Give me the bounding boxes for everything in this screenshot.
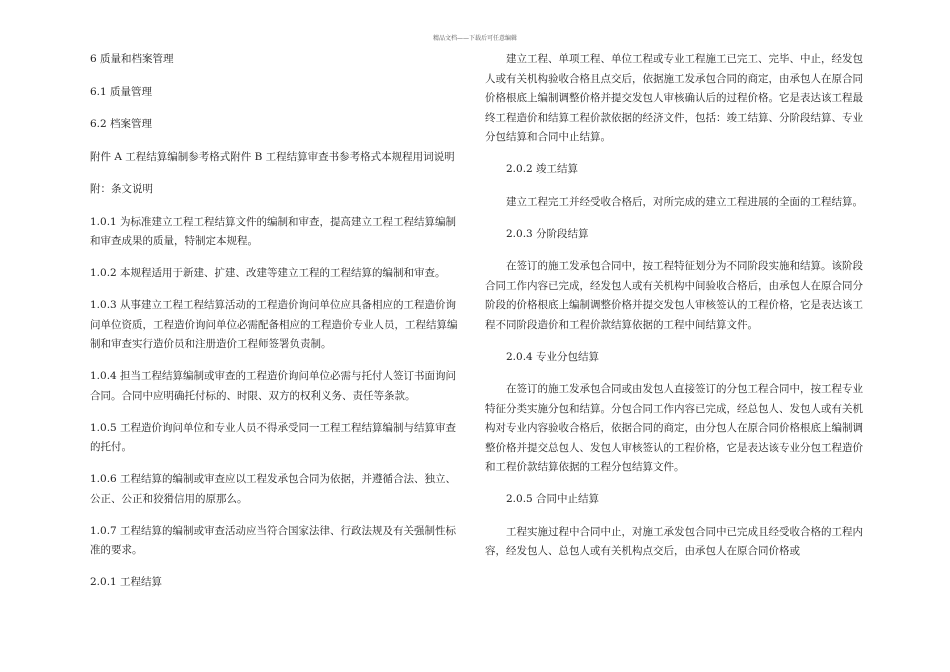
section-heading: 6.1 质量管理 xyxy=(90,85,153,98)
term-heading: 2.0.5 合同中止结算 xyxy=(506,493,600,505)
definition-paragraph: 在签订的施工发承包合同中，按工程特征划分为不同阶段实施和结算。该阶段合同工作内容已完成，经发包人或有关机构中间验收合格后，由承包人在原合同分阶段的价格根底上编制调整价格并提交发包人审核签认的工程价格，它是表达该工程不同阶段造价和工程价款结算依据的工程中间结算文件。 xyxy=(485,260,863,331)
clause-paragraph: 1.0.5 工程造价询问单位和专业人员不得承受同一工程工程结算编制与结算审查的托付。 xyxy=(90,421,457,453)
section-heading: 6.2 档案管理 xyxy=(90,118,153,130)
page-header: 精品文档——下载后可任意编辑 xyxy=(432,35,517,42)
clause-paragraph: 1.0.7 工程结算的编制或审查活动应当符合国家法律、行政法规及有关强制性标准的要求。 xyxy=(90,524,457,556)
definition-paragraph: 在签订的施工发承包合同或由发包人直接签订的分包工程合同中，按工程专业特征分类实施分包和结算。分包合同工作内容已完成，经总包人、发包人或有关机构对专业内容验收合格后，依据合同的商定，由分包人在原合同价格根底上编制调整价格并提交总包人、发包人审核签认的工程价格，它是表达该专业分包工程造价和工程价款结算依据的工程分包结算文件。 xyxy=(485,383,863,473)
definition-paragraph: 建立工程、单项工程、单位工程或专业工程施工已完工、完毕、中止，经发包人或有关机构验收合格且点交后，依据施工发承包合同的商定，由承包人在原合同价格根底上编制调整价格并提交发包人审核确认后的过程价格。它是表达该工程最终工程造价和结算工程价款依据的经济文件，包括：竣工结算、分阶段结算、专业分包结算和合同中止结算。 xyxy=(485,53,863,143)
definition-paragraph: 工程实施过程中合同中止，对施工承发包合同中已完成且经受收合格的工程内容，经发包人、总包人或有关机构点交后，由承包人在原合同价格或 xyxy=(485,525,863,557)
term-heading: 2.0.1 工程结算 xyxy=(90,576,163,588)
appendix-line: 附件 A 工程结算编制参考格式附件 B 工程结算审查书参考格式本规程用词说明 xyxy=(90,150,455,163)
term-heading: 2.0.3 分阶段结算 xyxy=(506,227,589,240)
left-column xyxy=(90,50,465,606)
definition-paragraph: 建立工程完工并经受收合格后，对所完成的建立工程进展的全面的工程结算。 xyxy=(506,195,863,208)
term-heading: 2.0.2 竣工结算 xyxy=(506,163,579,175)
appendix-note: 附：条文说明 xyxy=(90,183,153,195)
clause-paragraph: 1.0.2 本规程适用于新建、扩建、改建等建立工程的工程结算的编制和审查。 xyxy=(90,267,446,279)
term-heading: 2.0.4 专业分包结算 xyxy=(506,350,600,363)
clause-paragraph: 1.0.3 从事建立工程工程结算活动的工程造价询问单位应具备相应的工程造价询问单位资质，工程造价询问单位必需配备相应的工程造价专业人员，工程结算编制和审查实行造价员和注册造价工程师签署负责制。 xyxy=(90,299,458,350)
section-heading: 6 质量和档案管理 xyxy=(90,53,174,65)
clause-paragraph: 1.0.1 为标准建立工程工程结算文件的编制和审查，提高建立工程工程结算编制和审查成果的质量，特制定本规程。 xyxy=(90,215,457,247)
clause-paragraph: 1.0.4 担当工程结算编制或审查的工程造价询问单位必需与托付人签订书面询问合同。合同中应明确托付标的、时限、双方的权利义务、责任等条款。 xyxy=(90,370,457,402)
clause-paragraph: 1.0.6 工程结算的编制或审查应以工程发承包合同为依据，并遵循合法、独立、公正、公正和狡猾信用的原那么。 xyxy=(90,473,457,505)
right-column xyxy=(485,50,870,574)
